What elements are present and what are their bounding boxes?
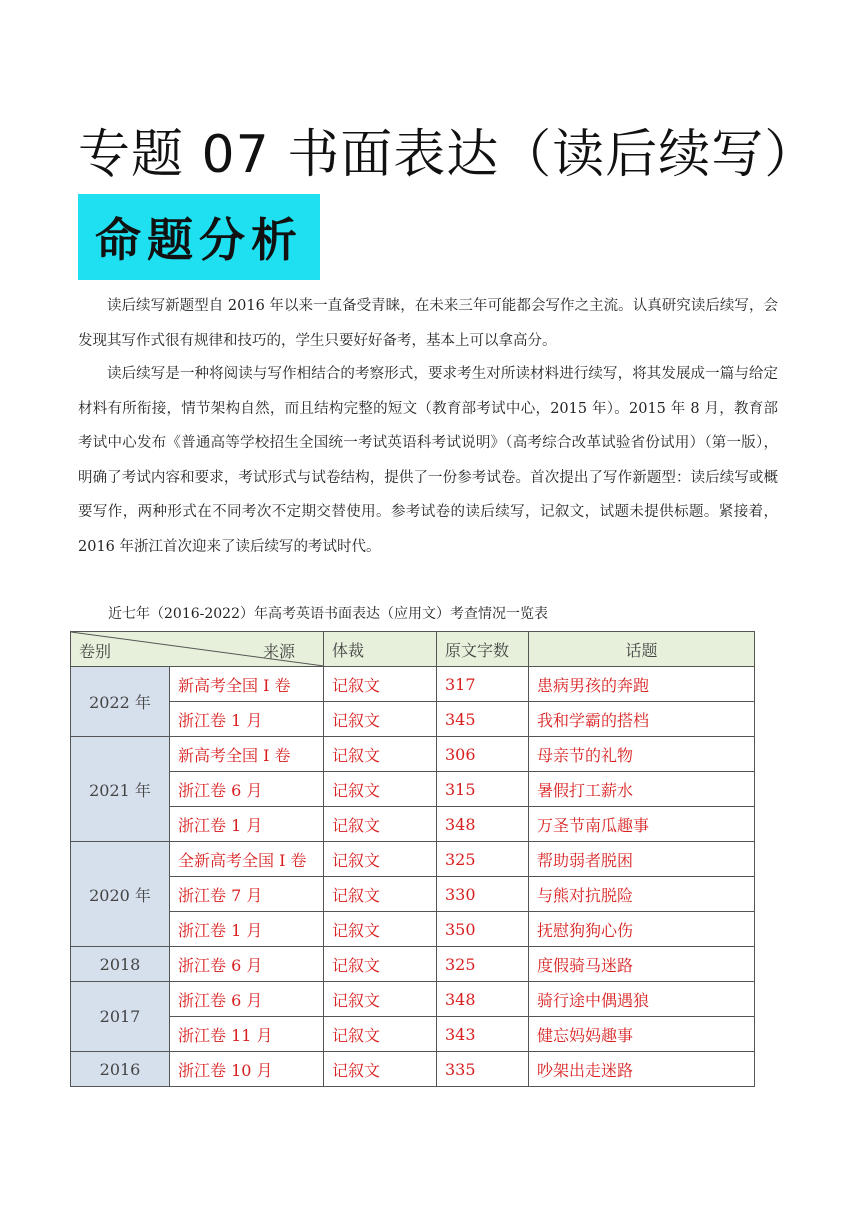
header-word-count: 原文字数 [437,632,529,667]
table-header-row [71,632,755,667]
source-cell: 浙江卷 1 月 [170,912,324,947]
source-cell: 浙江卷 1 月 [170,702,324,737]
year-cell: 2022 年 [71,667,170,737]
table-row [71,737,755,772]
source-cell: 浙江卷 10 月 [170,1052,324,1087]
table-row [71,702,755,737]
table-row [71,982,755,1017]
genre-cell: 记叙文 [324,772,437,807]
year-cell: 2017 [71,982,170,1052]
table-row [71,667,755,702]
genre-cell: 记叙文 [324,667,437,702]
source-cell: 浙江卷 11 月 [170,1017,324,1052]
word-count-cell: 325 [437,842,529,877]
source-cell: 浙江卷 1 月 [170,807,324,842]
header-volume: 卷别 [79,642,112,661]
genre-cell: 记叙文 [324,807,437,842]
word-count-cell: 325 [437,947,529,982]
word-count-cell: 348 [437,982,529,1017]
word-count-cell: 306 [437,737,529,772]
page-title: 专题 07 书面表达（读后续写） [78,125,818,185]
genre-cell: 记叙文 [324,737,437,772]
source-cell: 浙江卷 6 月 [170,982,324,1017]
table-row [71,842,755,877]
topic-cell: 患病男孩的奔跑 [529,667,755,702]
header-genre: 体裁 [324,632,437,667]
genre-cell: 记叙文 [324,877,437,912]
header-topic: 话题 [529,632,755,667]
exam-table [70,631,755,1087]
word-count-cell: 315 [437,772,529,807]
topic-cell: 吵架出走迷路 [529,1052,755,1087]
year-cell: 2021 年 [71,737,170,842]
topic-cell: 健忘妈妈趣事 [529,1017,755,1052]
topic-cell: 帮助弱者脱困 [529,842,755,877]
topic-cell: 万圣节南瓜趣事 [529,807,755,842]
table-row [71,947,755,982]
topic-cell: 抚慰狗狗心伤 [529,912,755,947]
table-caption: 近七年（2016-2022）年高考英语书面表达（应用文）考查情况一览表 [108,606,548,622]
genre-cell: 记叙文 [324,1052,437,1087]
source-cell: 浙江卷 6 月 [170,947,324,982]
source-cell: 浙江卷 6 月 [170,772,324,807]
genre-cell: 记叙文 [324,947,437,982]
table-row [71,772,755,807]
intro-paragraph-2: 读后续写是一种将阅读与写作相结合的考察形式，要求考生对所读材料进行续写，将其发展成一篇与给定材料有所衔接，情节架构自然，而且结构完整的短文（教育部考试中心，2015 年）。2015 年 8 月，教育部考试中心发布《普通高等学校招生全国统一考试英语科考试说明》（高考综合改革试验省份试用）（第一版），明确了考试内容和要求，考试形式与试卷结构，提供了一份参考试卷。首次提出了写作新题型：读后续写或概要写作，两种形式在不同考次不定期交替使用。参考试卷的读后续写，记叙文，试题未提供标题。紧接着，2016 年浙江首次迎来了读后续写的考试时代。 [78,366,778,555]
topic-cell: 骑行途中偶遇狼 [529,982,755,1017]
source-cell: 浙江卷 7 月 [170,877,324,912]
table-row [71,877,755,912]
topic-cell: 我和学霸的搭档 [529,702,755,737]
genre-cell: 记叙文 [324,982,437,1017]
word-count-cell: 317 [437,667,529,702]
genre-cell: 记叙文 [324,702,437,737]
source-cell: 新高考全国 I 卷 [170,737,324,772]
source-cell: 全新高考全国 I 卷 [170,842,324,877]
word-count-cell: 330 [437,877,529,912]
source-cell: 新高考全国 I 卷 [170,667,324,702]
topic-cell: 度假骑马迷路 [529,947,755,982]
intro-paragraph-1: 读后续写新题型自 2016 年以来一直备受青睐，在未来三年可能都会写作之主流。认真研究读后续写，会发现其写作式很有规律和技巧的，学生只要好好备考，基本上可以拿高分。 [78,298,778,349]
header-source: 来源 [262,642,295,661]
corner-header [71,632,324,667]
table-row [71,1017,755,1052]
topic-cell: 暑假打工薪水 [529,772,755,807]
banner-label: 命题分析 [95,213,303,267]
table-row [71,912,755,947]
year-cell: 2020 年 [71,842,170,947]
genre-cell: 记叙文 [324,1017,437,1052]
word-count-cell: 335 [437,1052,529,1087]
year-cell: 2016 [71,1052,170,1087]
genre-cell: 记叙文 [324,912,437,947]
genre-cell: 记叙文 [324,842,437,877]
word-count-cell: 343 [437,1017,529,1052]
year-cell: 2018 [71,947,170,982]
table-row [71,1052,755,1087]
table-row [71,807,755,842]
topic-cell: 与熊对抗脱险 [529,877,755,912]
word-count-cell: 345 [437,702,529,737]
word-count-cell: 350 [437,912,529,947]
topic-cell: 母亲节的礼物 [529,737,755,772]
word-count-cell: 348 [437,807,529,842]
section-banner [78,194,320,280]
